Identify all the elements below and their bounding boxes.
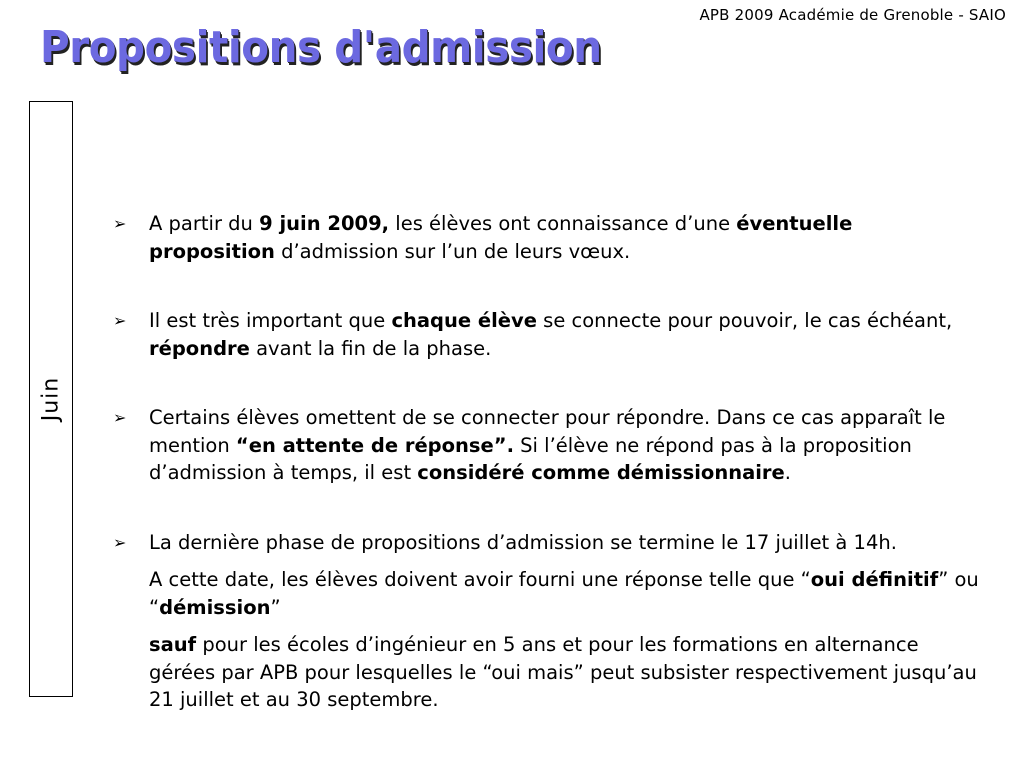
text: Certains élèves omettent de se connecter pour répondre. Dans ce cas apparaît le mention [149, 406, 946, 457]
arrow-bullet-icon: ➢ [113, 214, 127, 233]
text: Si l’élève ne répond pas à la proposition d’admission à temps, il est [149, 433, 912, 484]
month-sidebar [29, 101, 73, 697]
text: A partir du [149, 212, 260, 235]
text: . [784, 461, 791, 484]
text-bold: démission [159, 595, 271, 619]
text: d’admission sur l’un de leurs vœux. [274, 239, 631, 263]
paragraph [149, 566, 983, 621]
header-note: APB 2009 Académie de Grenoble - SAIO [699, 6, 1006, 24]
text-bold: “en attente de réponse”. [235, 433, 514, 457]
text: ” [270, 595, 281, 619]
text-bold: 9 juin 2009, [259, 212, 390, 235]
text-bold: chaque élève [391, 309, 537, 332]
page-title: Propositions d'admission [40, 22, 602, 73]
text: Il est très important que [149, 309, 392, 332]
text-bold: considéré comme démissionnaire [417, 461, 785, 484]
bullet-item-1 [113, 210, 983, 265]
bullet-item-3 [113, 404, 983, 487]
bullet-list [113, 210, 983, 714]
bullet-item-2 [113, 307, 983, 362]
text-bold: répondre [149, 336, 250, 360]
text: pour les écoles d’ingénieur en 5 ans et pour les formations en alternance gérées par APB pour lesquelles le “oui mais” peut subsister respectivement jusqu’au 21 juillet et au 30 septembre. [149, 633, 977, 711]
text-bold: oui définitif [810, 568, 939, 591]
paragraph [149, 631, 983, 714]
month-label: Juin [38, 376, 64, 422]
arrow-bullet-icon: ➢ [113, 408, 127, 427]
text: se connecte pour pouvoir, le cas échéant, [536, 309, 953, 332]
arrow-bullet-icon: ➢ [113, 532, 127, 552]
text: A cette date, les élèves doivent avoir fourni une réponse telle que “ [149, 568, 811, 591]
text-bold: éventuelle proposition [149, 212, 853, 263]
text: les élèves ont connaissance d’une [389, 212, 737, 235]
arrow-bullet-icon: ➢ [113, 311, 127, 330]
text: ” ou “ [149, 568, 979, 619]
text-bold: sauf [149, 633, 197, 656]
bullet-item-4 [113, 529, 983, 714]
paragraph: La dernière phase de propositions d’admission se termine le 17 juillet à 14h. [149, 530, 897, 554]
text: avant la fin de la phase. [249, 336, 492, 360]
